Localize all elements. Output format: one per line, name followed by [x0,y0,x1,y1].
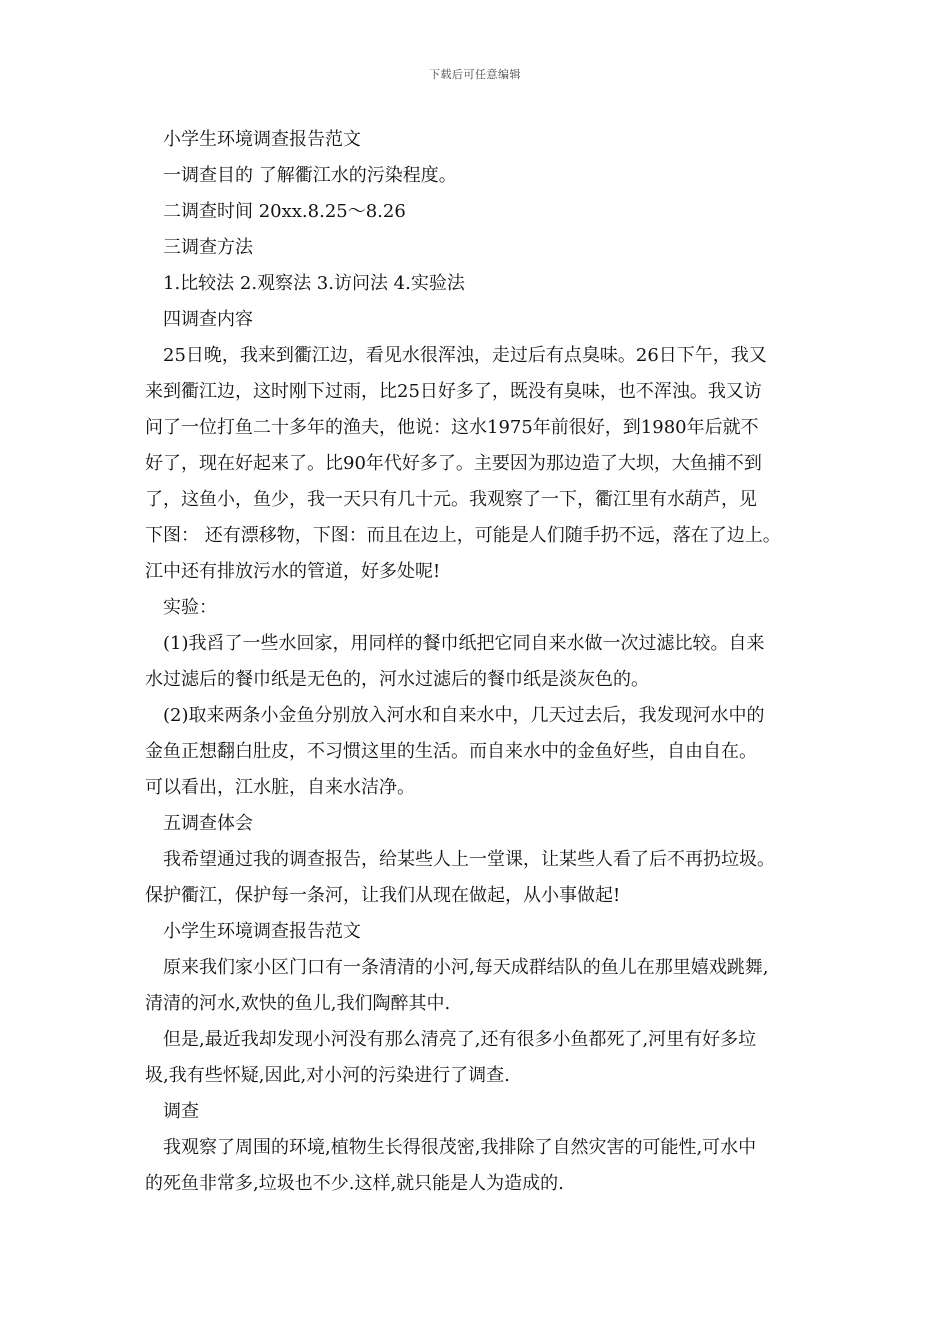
paragraph-line: 来到衢江边，这时刚下过雨，比25日好多了，既没有臭味，也不浑浊。我又访 [145,381,762,402]
paragraph-line: (2)取来两条小金鱼分别放入河水和自来水中，几天过去后，我发现河水中的 [163,705,765,726]
survey-purpose: 一调查目的 了解衢江水的污染程度。 [163,165,457,186]
page-header: 下载后可任意编辑 [429,68,521,81]
method-list: 1.比较法 2.观察法 3.访问法 4.实验法 [163,273,465,294]
paragraph-line: 可以看出，江水脏，自来水洁净。 [145,777,415,798]
paragraph-line: 圾,我有些怀疑,因此,对小河的污染进行了调查. [145,1065,510,1086]
document-body [145,122,825,1202]
reflection-heading: 五调查体会 [163,813,253,834]
method-heading: 三调查方法 [163,237,253,258]
document-title-second: 小学生环境调查报告范文 [163,921,361,942]
paragraph-line: 清清的河水,欢快的鱼儿,我们陶醉其中. [145,993,451,1014]
survey-heading: 调查 [163,1101,199,1122]
paragraph-line: 原来我们家小区门口有一条清清的小河,每天成群结队的鱼儿在那里嬉戏跳舞, [163,957,769,978]
paragraph-line: 问了一位打鱼二十多年的渔夫，他说：这水1975年前很好，到1980年后就不 [145,417,759,438]
document-title: 小学生环境调查报告范文 [163,129,361,150]
paragraph-line: 我观察了周围的环境,植物生长得很茂密,我排除了自然灾害的可能性,可水中 [163,1137,757,1158]
paragraph-line: 了，这鱼小，鱼少，我一天只有几十元。我观察了一下，衢江里有水葫芦，见 [145,489,757,510]
reflection-paragraph [145,842,825,914]
paragraph-line: 保护衢江，保护每一条河，让我们从现在做起，从小事做起! [145,885,621,906]
problem-paragraph [145,1022,825,1094]
observation-paragraph [145,1130,825,1202]
paragraph-line: 好了，现在好起来了。比90年代好多了。主要因为那边造了大坝，大鱼捕不到 [145,453,762,474]
paragraph-line: 25日晚，我来到衢江边，看见水很浑浊，走过后有点臭味。26日下午，我又 [163,345,767,366]
paragraph-line: 金鱼正想翻白肚皮，不习惯这里的生活。而自来水中的金鱼好些，自由自在。 [145,741,757,762]
paragraph-line: (1)我舀了一些水回家，用同样的餐巾纸把它同自来水做一次过滤比较。自来 [163,633,765,654]
paragraph-line: 的死鱼非常多,垃圾也不少.这样,就只能是人为造成的. [145,1173,564,1194]
content-heading: 四调查内容 [163,309,253,330]
paragraph-line: 我希望通过我的调查报告，给某些人上一堂课，让某些人看了后不再扔垃圾。 [163,849,775,870]
experiment-heading: 实验： [163,597,217,618]
paragraph-line: 水过滤后的餐巾纸是无色的，河水过滤后的餐巾纸是淡灰色的。 [145,669,649,690]
content-paragraph [145,338,825,590]
experiment-one [145,626,825,698]
survey-time: 二调查时间 20xx.8.25～8.26 [163,201,406,222]
intro-paragraph [145,950,825,1022]
experiment-two [145,698,825,806]
paragraph-line: 江中还有排放污水的管道，好多处呢! [145,561,441,582]
paragraph-line: 但是,最近我却发现小河没有那么清亮了,还有很多小鱼都死了,河里有好多垃 [163,1029,757,1050]
paragraph-line: 下图： 还有漂移物，下图：而且在边上，可能是人们随手扔不远，落在了边上。 [145,525,781,546]
